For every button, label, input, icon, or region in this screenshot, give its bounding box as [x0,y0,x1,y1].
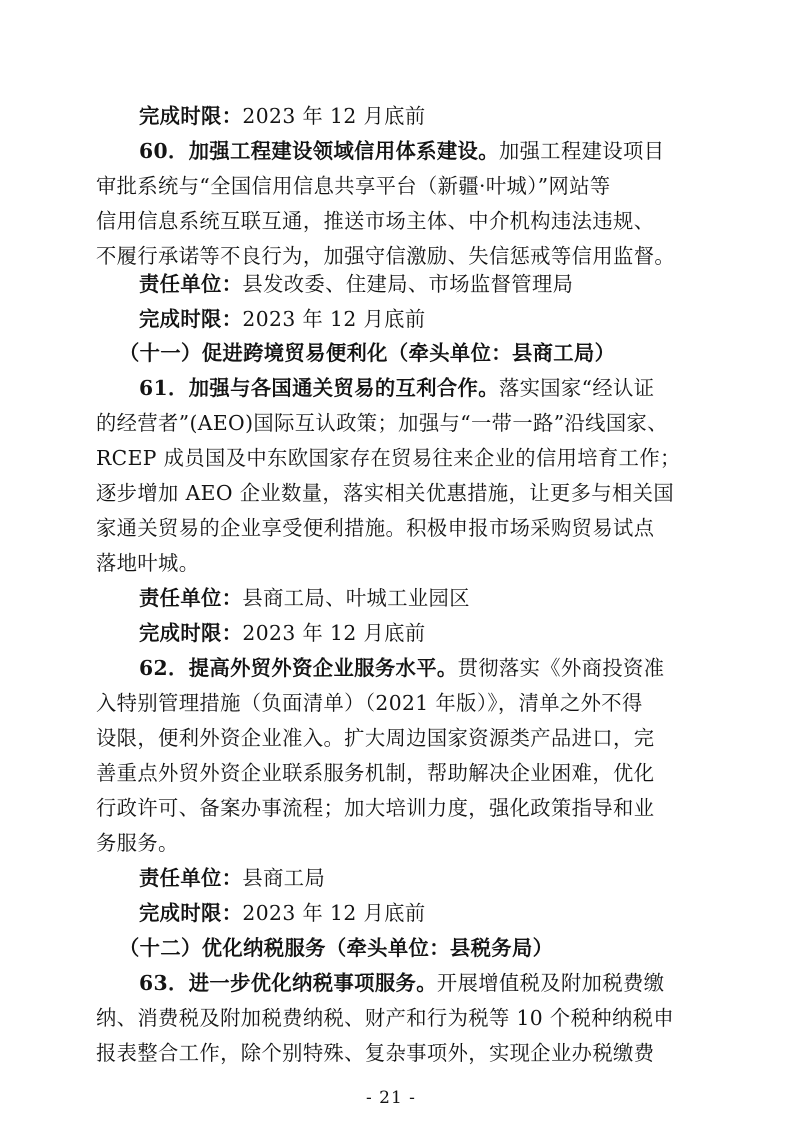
paragraph-line: 入特别管理措施（负面清单）（2021 年版）》，清单之外不得 [96,691,643,715]
item-text: 贯彻落实《外商投资准 [457,656,665,680]
paragraph-line [139,654,664,682]
deadline-value: 2023 年 12 月底前 [242,901,426,925]
item-heading: 60．加强工程建设领域信用体系建设。 [139,139,499,163]
responsible-value: 县商工局 [242,866,326,890]
item-heading: 63．进一步优化纳税事项服务。 [139,971,437,995]
item-text: 开展增值税及附加税费缴 [436,971,665,995]
paragraph-line: RCEP 成员国及中东欧国家存在贸易往来企业的信用培育工作； [96,446,681,470]
section-heading: （十一）促进跨境贸易便利化（牵头单位：县商工局） [119,341,616,365]
paragraph-line [139,619,426,647]
paragraph-line [139,969,664,997]
item-text: 落实国家“经认证 [498,376,655,400]
paragraph-line: 的经营者”(AEO)国际互认政策；加强与“一带一路”沿线国家、 [96,411,668,435]
item-heading: 62．提高外贸外资企业服务水平。 [139,656,458,680]
paragraph-line: 务服务。 [96,831,179,855]
deadline-value: 2023 年 12 月底前 [242,307,426,331]
paragraph-line [139,137,664,165]
paragraph-line: 设限，便利外资企业准入。扩大周边国家资源类产品进口，完 [96,726,655,750]
page-number: - 21 - [366,1088,416,1108]
deadline-label: 完成时限： [139,104,243,128]
responsible-value: 县商工局、叶城工业园区 [242,586,470,610]
deadline-label: 完成时限： [139,901,243,925]
item-text: 加强工程建设项目 [498,139,665,163]
paragraph-line: 逐步增加 AEO 企业数量，落实相关优惠措施，让更多与相关国 [96,481,675,505]
responsible-label: 责任单位： [139,866,243,890]
item-heading: 61．加强与各国通关贸易的互利合作。 [139,376,499,400]
responsible-label: 责任单位： [139,586,243,610]
paragraph-line: 落地叶城。 [96,551,200,575]
paragraph-line: 不履行承诺等不良行为，加强守信激励、失信惩戒等信用监督。 [96,244,676,268]
paragraph-line: 善重点外贸外资企业联系服务机制，帮助解决企业困难，优化 [96,761,655,785]
paragraph-line [139,305,426,333]
paragraph-line: 行政许可、备案办事流程；加大培训力度，强化政策指导和业 [96,796,655,820]
paragraph-line: 审批系统与“全国信用信息共享平台（新疆·叶城）”网站等 [96,174,611,198]
deadline-label: 完成时限： [139,621,243,645]
paragraph-line: 信用信息系统互联互通，推送市场主体、中介机构违法违规、 [96,209,655,233]
paragraph-line [139,270,573,298]
deadline-value: 2023 年 12 月底前 [242,104,426,128]
paragraph-line: 纳、消费税及附加税费纳税、财产和行为税等 10 个税种纳税申 [96,1006,675,1030]
paragraph-line [139,102,426,130]
paragraph-line [139,864,325,892]
deadline-value: 2023 年 12 月底前 [242,621,426,645]
section-heading: （十二）优化纳税服务（牵头单位：县税务局） [119,936,554,960]
paragraph-line [139,374,654,402]
deadline-label: 完成时限： [139,307,243,331]
paragraph-line: 报表整合工作，除个别特殊、复杂事项外，实现企业办税缴费 [96,1041,655,1065]
responsible-value: 县发改委、住建局、市场监督管理局 [242,272,574,296]
paragraph-line [139,899,426,927]
paragraph-line: 家通关贸易的企业享受便利措施。积极申报市场采购贸易试点 [96,516,655,540]
paragraph-line [139,584,470,612]
responsible-label: 责任单位： [139,272,243,296]
